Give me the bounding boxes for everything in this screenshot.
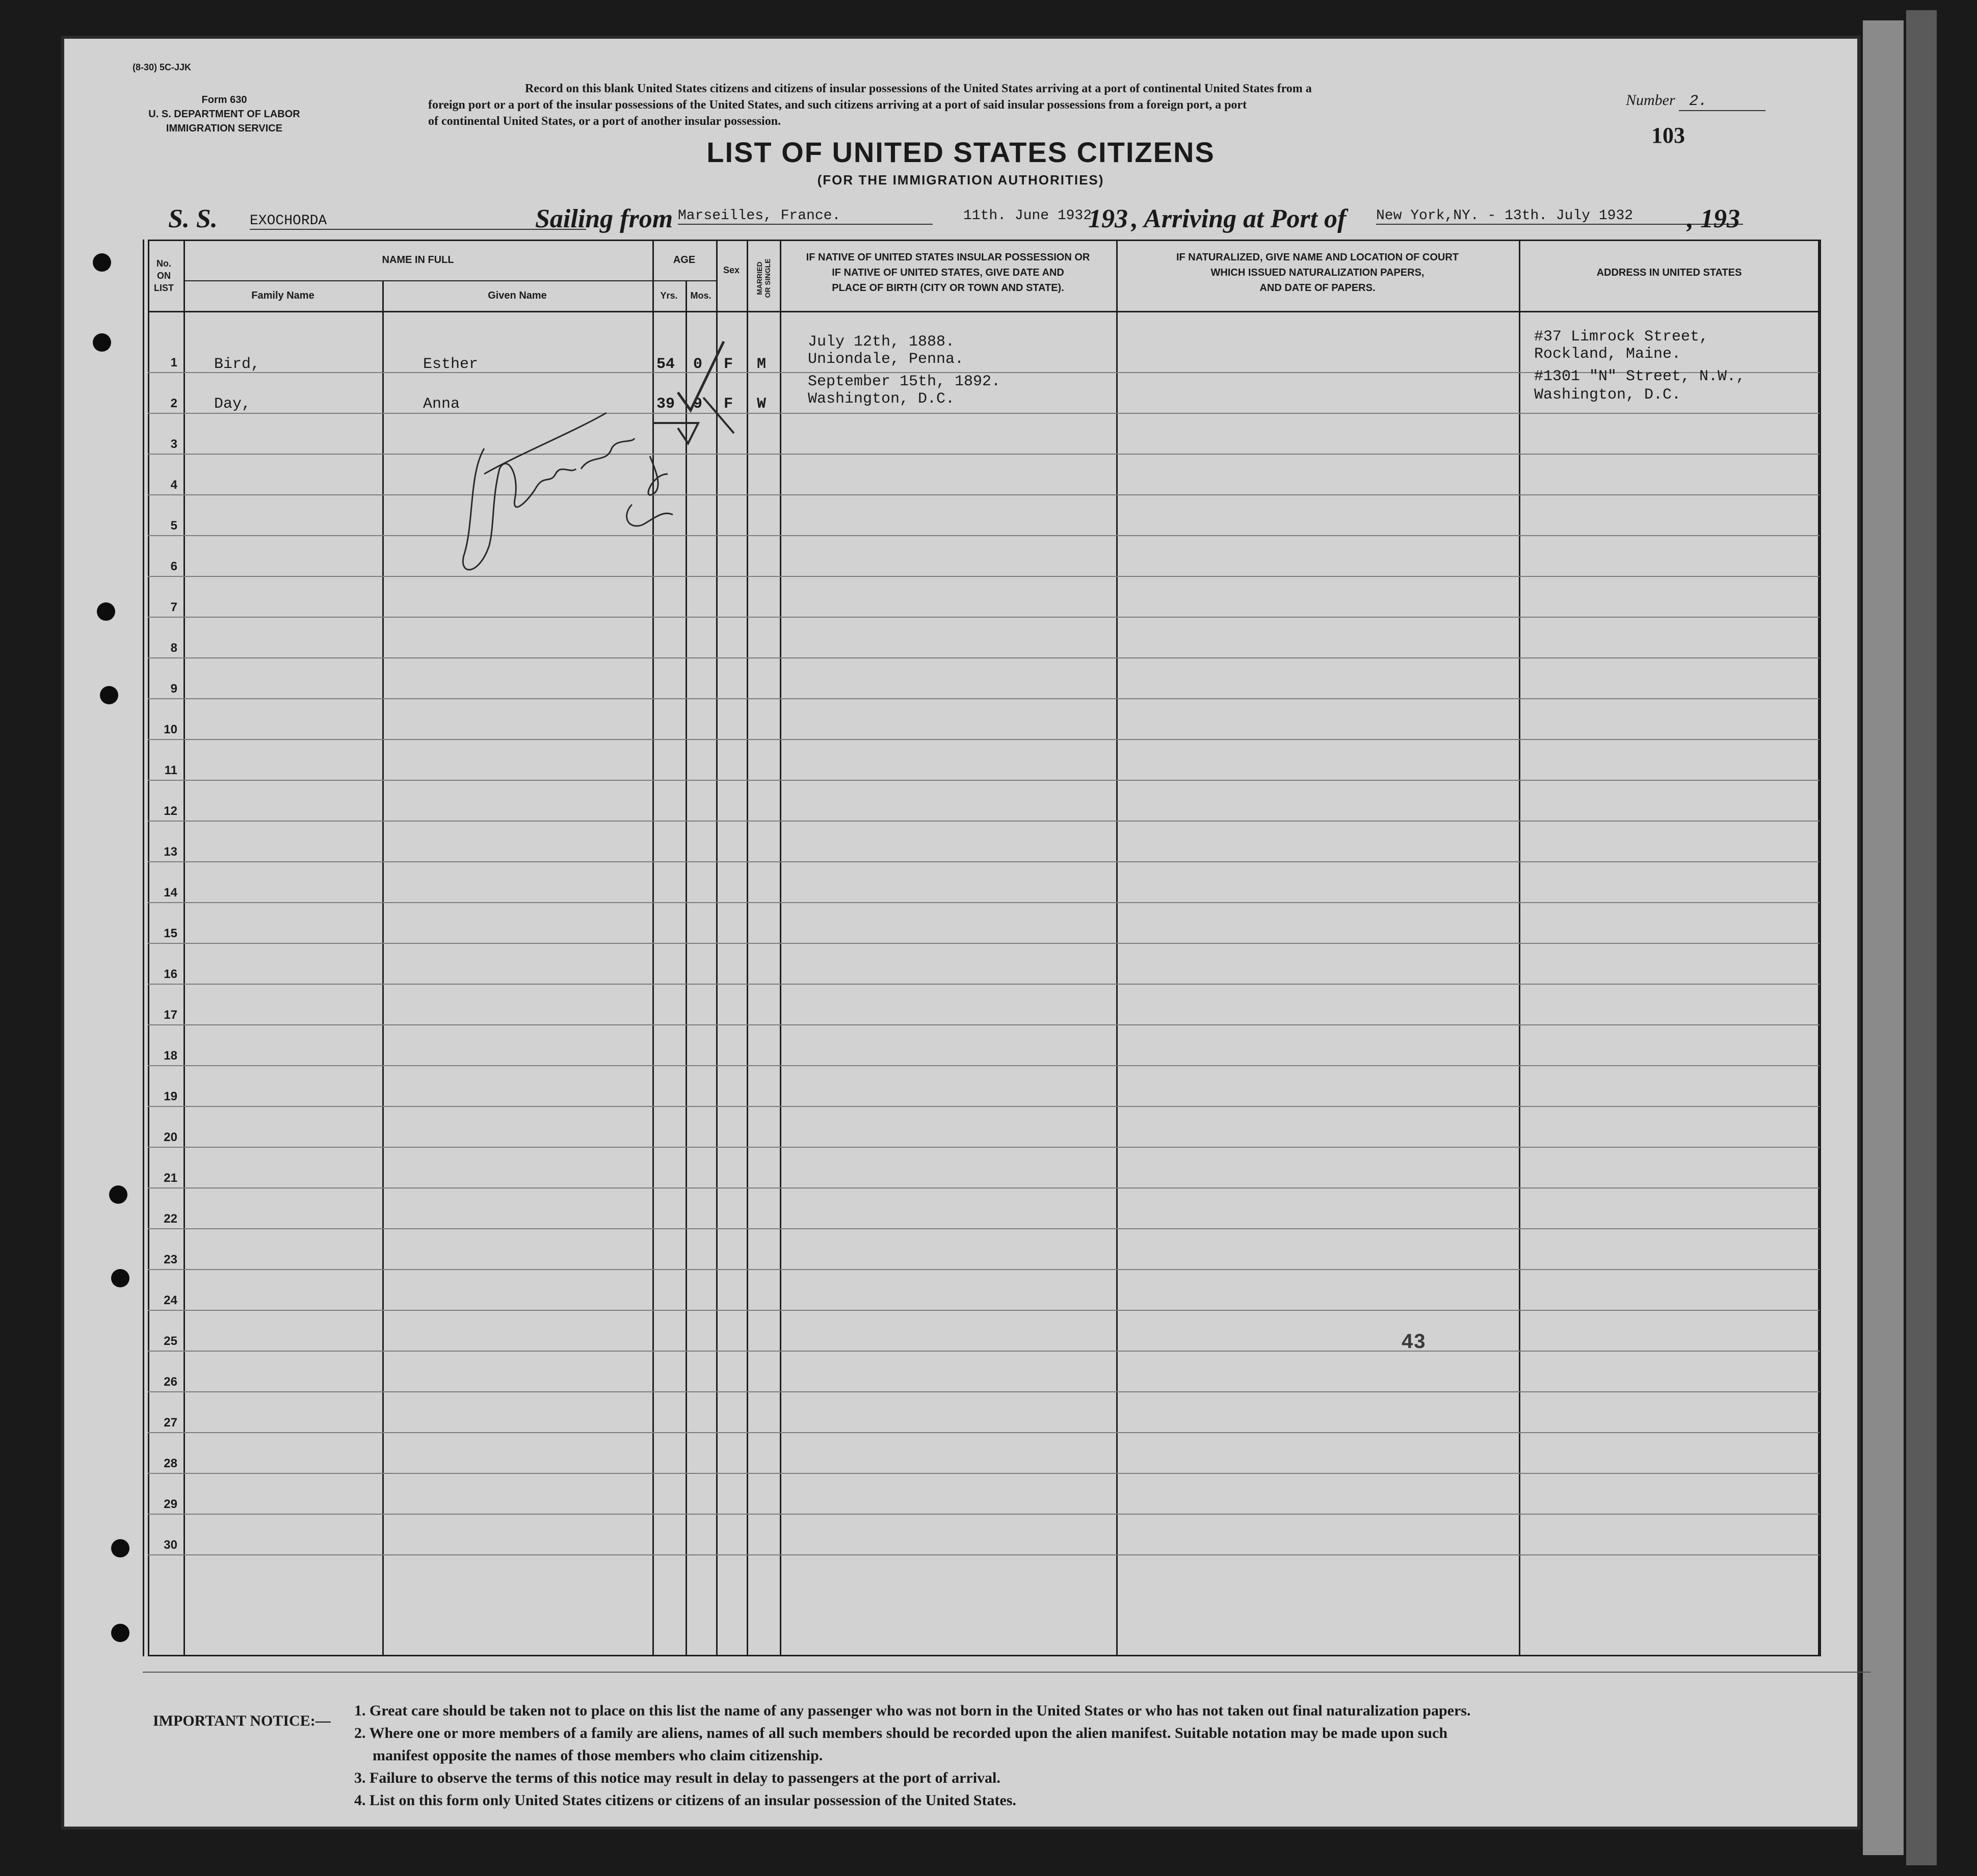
passenger-2-family: Day, bbox=[214, 395, 251, 413]
handwritten-annotation bbox=[367, 321, 765, 606]
passenger-2-address-1: #1301 "N" Street, N.W., bbox=[1534, 368, 1746, 385]
passenger-1-address-1: #37 Limrock Street, bbox=[1534, 328, 1709, 346]
row-number: 25 bbox=[164, 1334, 177, 1348]
row-rule bbox=[148, 1432, 1820, 1433]
row-rule bbox=[148, 698, 1820, 699]
from-port: Marseilles, France. bbox=[678, 208, 933, 225]
bottom-rule bbox=[143, 1672, 1870, 1673]
passenger-2-status: W bbox=[757, 395, 767, 413]
notice-items bbox=[354, 1700, 1832, 1812]
passenger-1-given: Esther bbox=[423, 356, 479, 373]
passenger-1-birth-place: Uniondale, Penna. bbox=[808, 351, 964, 368]
header-mos: Mos. bbox=[690, 290, 711, 301]
row-rule bbox=[148, 1310, 1820, 1311]
form-department: U. S. DEPARTMENT OF LABOR bbox=[148, 109, 300, 120]
header-yrs: Yrs. bbox=[660, 290, 678, 301]
row-rule bbox=[148, 984, 1820, 985]
sailing-label: Sailing from bbox=[535, 204, 673, 233]
binder-hole bbox=[109, 1185, 127, 1204]
page-title: LIST OF UNITED STATES CITIZENS bbox=[706, 136, 1215, 168]
binder-hole bbox=[111, 1269, 129, 1287]
row-rule bbox=[148, 821, 1820, 822]
row-rule bbox=[148, 1187, 1820, 1188]
row-rule bbox=[148, 739, 1820, 740]
row-number: 29 bbox=[164, 1497, 177, 1511]
notice-label: IMPORTANT NOTICE:— bbox=[153, 1712, 331, 1729]
row-rule bbox=[148, 1554, 1820, 1555]
notice-item-4: 4. List on this form only United States citizens or citizens of an insular possession of the United States. bbox=[354, 1792, 1016, 1809]
record-line-3: of continental United States, or a port of another insular possession. bbox=[428, 115, 781, 128]
row-rule bbox=[148, 780, 1820, 781]
form-id-block bbox=[133, 93, 316, 136]
row-number: 10 bbox=[164, 723, 177, 736]
row-number: 8 bbox=[170, 641, 177, 655]
header-naturalized: IF NATURALIZED, GIVE NAME AND LOCATION OF COURT WHICH ISSUED NATURALIZATION PAPERS, AND DATE OF PAPERS. bbox=[1176, 252, 1459, 294]
page-edge-dark bbox=[1906, 10, 1937, 1865]
col-birth-right bbox=[1116, 240, 1118, 1656]
age-subheader-rule bbox=[650, 280, 716, 281]
passenger-2-mos: 9 bbox=[693, 395, 703, 413]
notice-item-3: 3. Failure to observe the terms of this notice may result in delay to passengers at the port of arrival. bbox=[354, 1769, 1000, 1786]
row-rule bbox=[148, 1351, 1820, 1352]
col-no-left bbox=[143, 240, 144, 1656]
record-instructions bbox=[428, 81, 1575, 129]
row-number: 21 bbox=[164, 1171, 177, 1185]
passenger-2-given: Anna bbox=[423, 395, 460, 413]
passenger-2-birth-date: September 15th, 1892. bbox=[808, 373, 1001, 390]
row-number: 13 bbox=[164, 845, 177, 859]
number-label: Number bbox=[1626, 92, 1675, 109]
col-married-right bbox=[780, 240, 781, 1656]
row-number: 20 bbox=[164, 1130, 177, 1144]
row-number: 2 bbox=[170, 397, 177, 410]
row-number: 15 bbox=[164, 927, 177, 940]
row-number: 7 bbox=[170, 600, 177, 614]
row-rule bbox=[148, 943, 1820, 944]
row-number: 9 bbox=[170, 682, 177, 696]
row-number: 12 bbox=[164, 804, 177, 818]
notice-item-1: 1. Great care should be taken not to place on this list the name of any passenger who was not born in the United States or who has not taken out final naturalization papers. bbox=[354, 1702, 1471, 1719]
col-address-right bbox=[1820, 240, 1821, 1656]
col-naturalized-right bbox=[1519, 240, 1520, 1656]
row-number: 18 bbox=[164, 1049, 177, 1063]
record-line-1: Record on this blank United States citizens and citizens of insular possessions of the United States arriving at a port of continental United States from a bbox=[525, 82, 1312, 95]
header-sex: Sex bbox=[723, 265, 740, 275]
ship-name: EXOCHORDA bbox=[250, 213, 586, 230]
manifest-page bbox=[61, 36, 1860, 1830]
passenger-1-address-2: Rockland, Maine. bbox=[1534, 346, 1681, 363]
row-number: 26 bbox=[164, 1375, 177, 1389]
row-rule bbox=[148, 1065, 1820, 1066]
passenger-2-address-2: Washington, D.C. bbox=[1534, 386, 1681, 404]
year-suffix-2: , 193 bbox=[1687, 204, 1740, 233]
row-rule bbox=[148, 861, 1820, 862]
notice-item-2: 2. Where one or more members of a family are aliens, names of all such members should be recorded upon the alien manifest. Suitable notation may be made upon such bbox=[354, 1725, 1447, 1741]
page-edge-shadow bbox=[1863, 20, 1904, 1855]
row-rule bbox=[148, 1514, 1820, 1515]
header-birth: IF NATIVE OF UNITED STATES INSULAR POSSESSION OR IF NATIVE OF UNITED STATES, GIVE DATE AND PLACE OF BIRTH (CITY OR TOWN AND STATE). bbox=[806, 252, 1090, 294]
header-rule bbox=[148, 311, 1820, 312]
passenger-2-sex: F bbox=[724, 395, 733, 413]
passenger-2-yrs: 39 bbox=[656, 395, 675, 413]
row-rule bbox=[148, 1391, 1820, 1392]
row-rule bbox=[148, 1473, 1820, 1474]
form-code: (8-30) 5C-JJK bbox=[133, 62, 192, 72]
row-rule bbox=[148, 902, 1820, 903]
row-number: 14 bbox=[164, 886, 177, 900]
binder-hole bbox=[97, 602, 115, 621]
row-number: 28 bbox=[164, 1457, 177, 1470]
number-value: 2. bbox=[1679, 93, 1765, 111]
page-number: 103 bbox=[1651, 123, 1685, 148]
row-rule bbox=[148, 1147, 1820, 1148]
row-rule bbox=[148, 657, 1820, 658]
row-number: 19 bbox=[164, 1090, 177, 1103]
form-service: IMMIGRATION SERVICE bbox=[166, 123, 283, 134]
row-number: 1 bbox=[170, 356, 177, 369]
row-number: 27 bbox=[164, 1416, 177, 1430]
row-number: 30 bbox=[164, 1538, 177, 1552]
passenger-2-birth-place: Washington, D.C. bbox=[808, 390, 955, 408]
passenger-1-sex: F bbox=[724, 356, 733, 373]
page-subtitle: (FOR THE IMMIGRATION AUTHORITIES) bbox=[817, 172, 1104, 188]
binder-hole bbox=[111, 1624, 129, 1642]
row-number: 24 bbox=[164, 1293, 177, 1307]
header-age: AGE bbox=[673, 254, 696, 266]
header-no: No. ON LIST bbox=[154, 258, 174, 293]
header-given-name: Given Name bbox=[488, 290, 547, 301]
year-suffix-1: 193 bbox=[1088, 204, 1128, 233]
passenger-1-yrs: 54 bbox=[656, 356, 675, 373]
row-rule bbox=[148, 617, 1820, 618]
binder-hole bbox=[93, 253, 111, 272]
row-number: 17 bbox=[164, 1008, 177, 1022]
header-name-in-full: NAME IN FULL bbox=[382, 254, 454, 266]
row-rule bbox=[148, 1024, 1820, 1025]
row-rule bbox=[148, 1269, 1820, 1270]
row-number: 5 bbox=[170, 519, 177, 533]
binder-hole bbox=[93, 333, 111, 352]
binder-hole bbox=[100, 686, 118, 704]
header-address: ADDRESS IN UNITED STATES bbox=[1596, 267, 1742, 278]
number-field bbox=[1626, 92, 1765, 111]
row-number: 6 bbox=[170, 560, 177, 573]
sail-date: 11th. June 1932 bbox=[963, 208, 1092, 224]
arriving-label: , Arriving at Port of bbox=[1131, 204, 1347, 233]
record-line-2: foreign port or a port of the insular possessions of the United States, and such citizens arriving at a port of said insular possessions from a foreign port, a port bbox=[428, 98, 1247, 112]
stamped-number: 43 bbox=[1402, 1330, 1427, 1353]
passenger-1-status: M bbox=[757, 356, 767, 373]
row-number: 4 bbox=[170, 478, 177, 492]
row-number: 11 bbox=[164, 763, 177, 777]
name-subheader-rule bbox=[183, 280, 657, 281]
header-family-name: Family Name bbox=[251, 290, 314, 301]
row-number: 23 bbox=[164, 1253, 177, 1266]
row-number: 22 bbox=[164, 1212, 177, 1226]
row-rule bbox=[148, 1228, 1820, 1229]
passenger-1-mos: 0 bbox=[693, 356, 703, 373]
row-number: 16 bbox=[164, 967, 177, 981]
row-rule bbox=[148, 1106, 1820, 1107]
col-no-right bbox=[183, 240, 185, 1656]
notice-item-2-cont: manifest opposite the names of those members who claim citizenship. bbox=[373, 1747, 823, 1764]
form-number: Form 630 bbox=[201, 94, 247, 105]
ss-label: S. S. bbox=[168, 204, 218, 233]
passenger-1-family: Bird, bbox=[214, 356, 260, 373]
passenger-1-birth-date: July 12th, 1888. bbox=[808, 333, 955, 351]
header-married-single: MARRIED OR SINGLE bbox=[755, 258, 772, 298]
binder-hole bbox=[111, 1539, 129, 1557]
row-number: 3 bbox=[170, 437, 177, 451]
arrival-port: New York,NY. - 13th. July 1932 bbox=[1376, 208, 1743, 225]
